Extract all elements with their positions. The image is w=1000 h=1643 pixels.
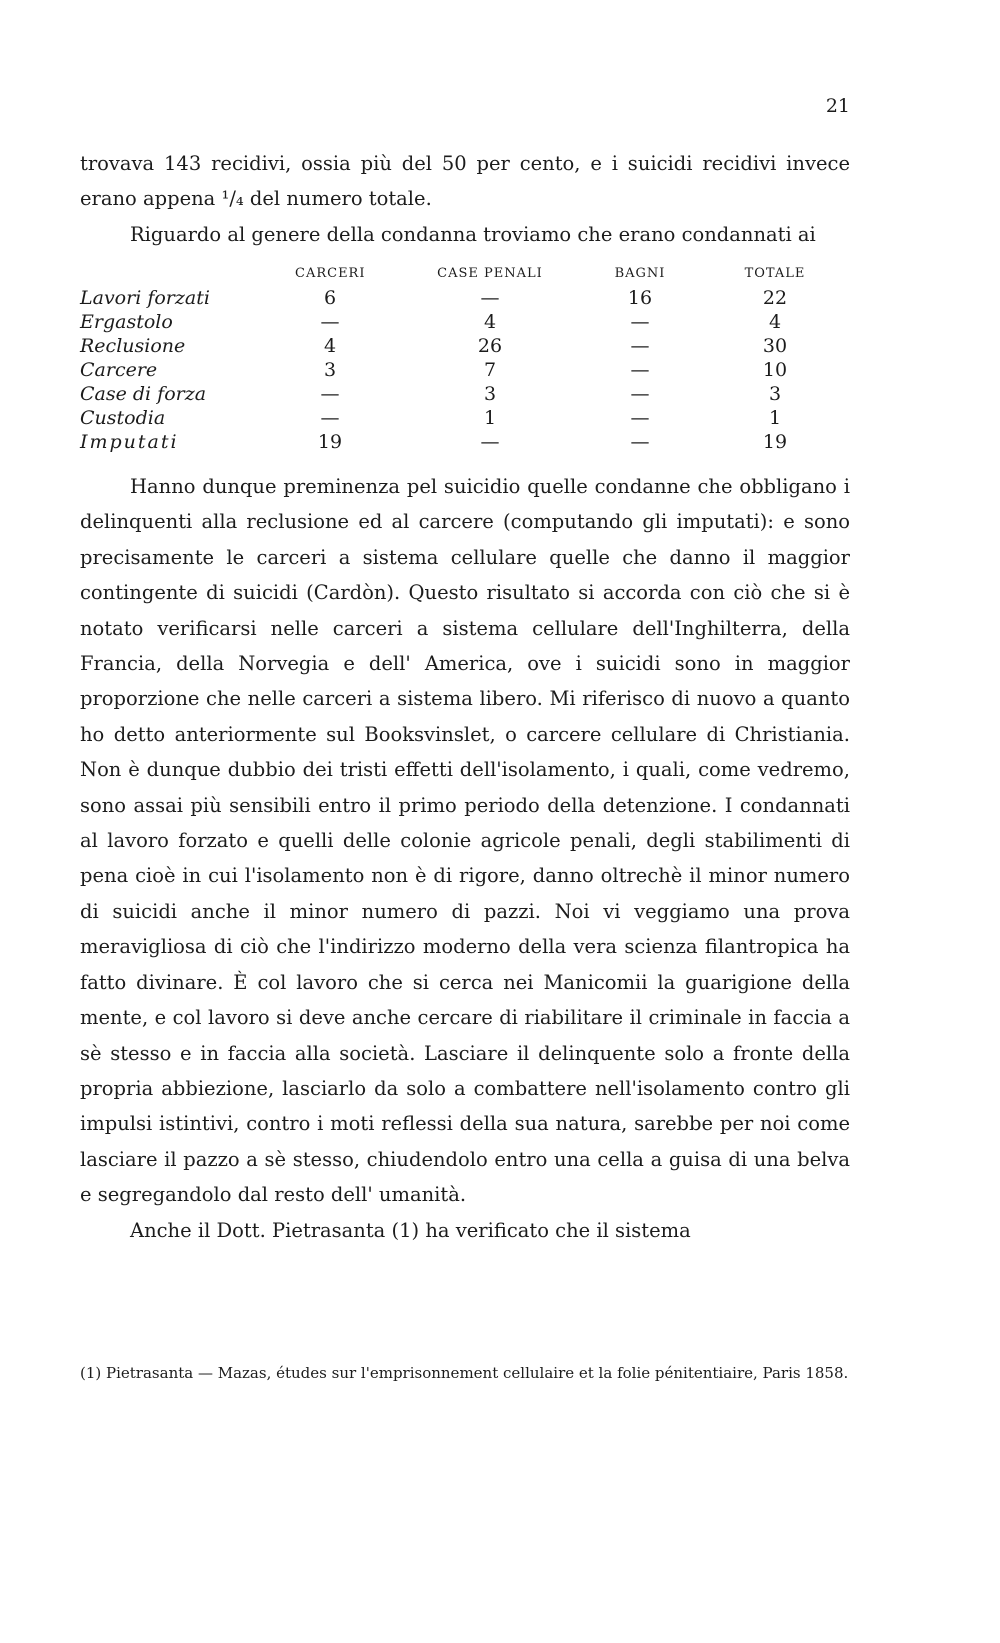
table-row bbox=[80, 406, 820, 430]
paragraph-3: Hanno dunque preminenza pel suicidio quelle condanne che obbligano i delinquenti alla reclusione ed al carcere (computando gli imputati): e sono precisamente le carceri a sistema cellulare quelle che danno il maggior contingente di suicidi (Cardòn). Questo risultato si accorda con ciò che si è notato verificarsi nelle carceri a sistema cellulare dell'Inghilterra, della Francia, della Norvegia e dell' America, ove i suicidi sono in maggior proporzione che nelle carceri a sistema libero. Mi riferisco di nuovo a quanto ho detto anteriormente sul Booksvinslet, o carcere cellulare di Christiania. Non è dunque dubbio dei tristi effetti dell'isolamento, i quali, come vedremo, sono assai più sensibili entro il primo periodo della detenzione. I condannati al lavoro forzato e quelli delle colonie agricole penali, degli stabilimenti di pena cioè in cui l'isolamento non è di rigore, danno oltrechè il minor numero di suicidi anche il minor numero di pazzi. Noi vi veggiamo una prova meravigliosa di ciò che l'indirizzo moderno della vera scienza filantropica ha fatto divinare. È col lavoro che si cerca nei Manicomii la guarigione della mente, e col lavoro si deve anche cercare di riabilitare il criminale in faccia a sè stesso e in faccia alla società. Lasciare il delinquente solo a fronte della propria abbiezione, lasciarlo da solo a combattere nell'isolamento contro gli impulsi istintivi, contro i moti reflessi della sua natura, sarebbe per noi come lasciare il pazzo a sè stesso, chiudendolo entro una cella a guisa di una belva e segregandolo dal resto dell' umanità. bbox=[80, 475, 850, 1207]
cell-bagni: — bbox=[630, 431, 650, 453]
row-label: Reclusione bbox=[80, 335, 186, 357]
cell-case-penali: — bbox=[480, 287, 500, 309]
cell-totale: 4 bbox=[768, 311, 782, 333]
cell-bagni: — bbox=[630, 311, 650, 333]
footnote: (1) Pietrasanta — Mazas, études sur l'emprisonnement cellulaire et la folie pénitentiaire, Paris 1858. bbox=[80, 1364, 849, 1382]
table-row bbox=[80, 382, 820, 406]
table-row bbox=[80, 358, 820, 382]
row-label: Case di forza bbox=[80, 383, 207, 405]
cell-case-penali: 3 bbox=[483, 383, 497, 405]
cell-totale: 10 bbox=[762, 359, 788, 381]
cell-totale: 3 bbox=[768, 383, 782, 405]
cell-case-penali: 26 bbox=[477, 335, 503, 357]
row-label: Custodia bbox=[80, 407, 166, 429]
cell-totale: 22 bbox=[762, 287, 788, 309]
cell-carceri: 3 bbox=[323, 359, 337, 381]
cell-totale: 1 bbox=[768, 407, 782, 429]
table-row bbox=[80, 286, 820, 310]
cell-case-penali: 4 bbox=[483, 311, 497, 333]
cell-carceri: — bbox=[320, 311, 340, 333]
table-row bbox=[80, 430, 820, 454]
sentence-table bbox=[80, 266, 820, 454]
row-label: Lavori forzati bbox=[80, 287, 210, 309]
cell-bagni: — bbox=[630, 407, 650, 429]
table-row bbox=[80, 334, 820, 358]
table-header bbox=[80, 266, 820, 286]
header-carceri: CARCERI bbox=[295, 266, 366, 281]
cell-case-penali: 1 bbox=[483, 407, 497, 429]
cell-carceri: 19 bbox=[317, 431, 343, 453]
page-number: 21 bbox=[825, 95, 850, 117]
intro-text bbox=[80, 146, 850, 252]
cell-bagni: — bbox=[630, 359, 650, 381]
cell-carceri: — bbox=[320, 383, 340, 405]
cell-totale: 19 bbox=[762, 431, 788, 453]
cell-case-penali: — bbox=[480, 431, 500, 453]
cell-bagni: — bbox=[630, 383, 650, 405]
cell-carceri: — bbox=[320, 407, 340, 429]
paragraph-2: Riguardo al genere della condanna troviamo che erano condannati ai bbox=[130, 222, 816, 246]
row-label: Imputati bbox=[80, 431, 179, 453]
paragraph-4: Anche il Dott. Pietrasanta (1) ha verificato che il sistema bbox=[130, 1218, 691, 1242]
cell-carceri: 6 bbox=[323, 287, 337, 309]
row-label: Ergastolo bbox=[80, 311, 173, 333]
main-text bbox=[80, 469, 850, 1248]
header-bagni: BAGNI bbox=[614, 266, 666, 281]
cell-carceri: 4 bbox=[323, 335, 337, 357]
table-row bbox=[80, 310, 820, 334]
row-label: Carcere bbox=[80, 359, 158, 381]
cell-bagni: 16 bbox=[627, 287, 653, 309]
header-totale: TOTALE bbox=[744, 266, 806, 281]
cell-totale: 30 bbox=[762, 335, 788, 357]
cell-case-penali: 7 bbox=[483, 359, 497, 381]
cell-bagni: — bbox=[630, 335, 650, 357]
paragraph-1: trovava 143 recidivi, ossia più del 50 per cento, e i suicidi recidivi invece erano appena ¹/₄ del numero totale. bbox=[80, 152, 850, 211]
header-case-penali: CASE PENALI bbox=[437, 266, 543, 281]
